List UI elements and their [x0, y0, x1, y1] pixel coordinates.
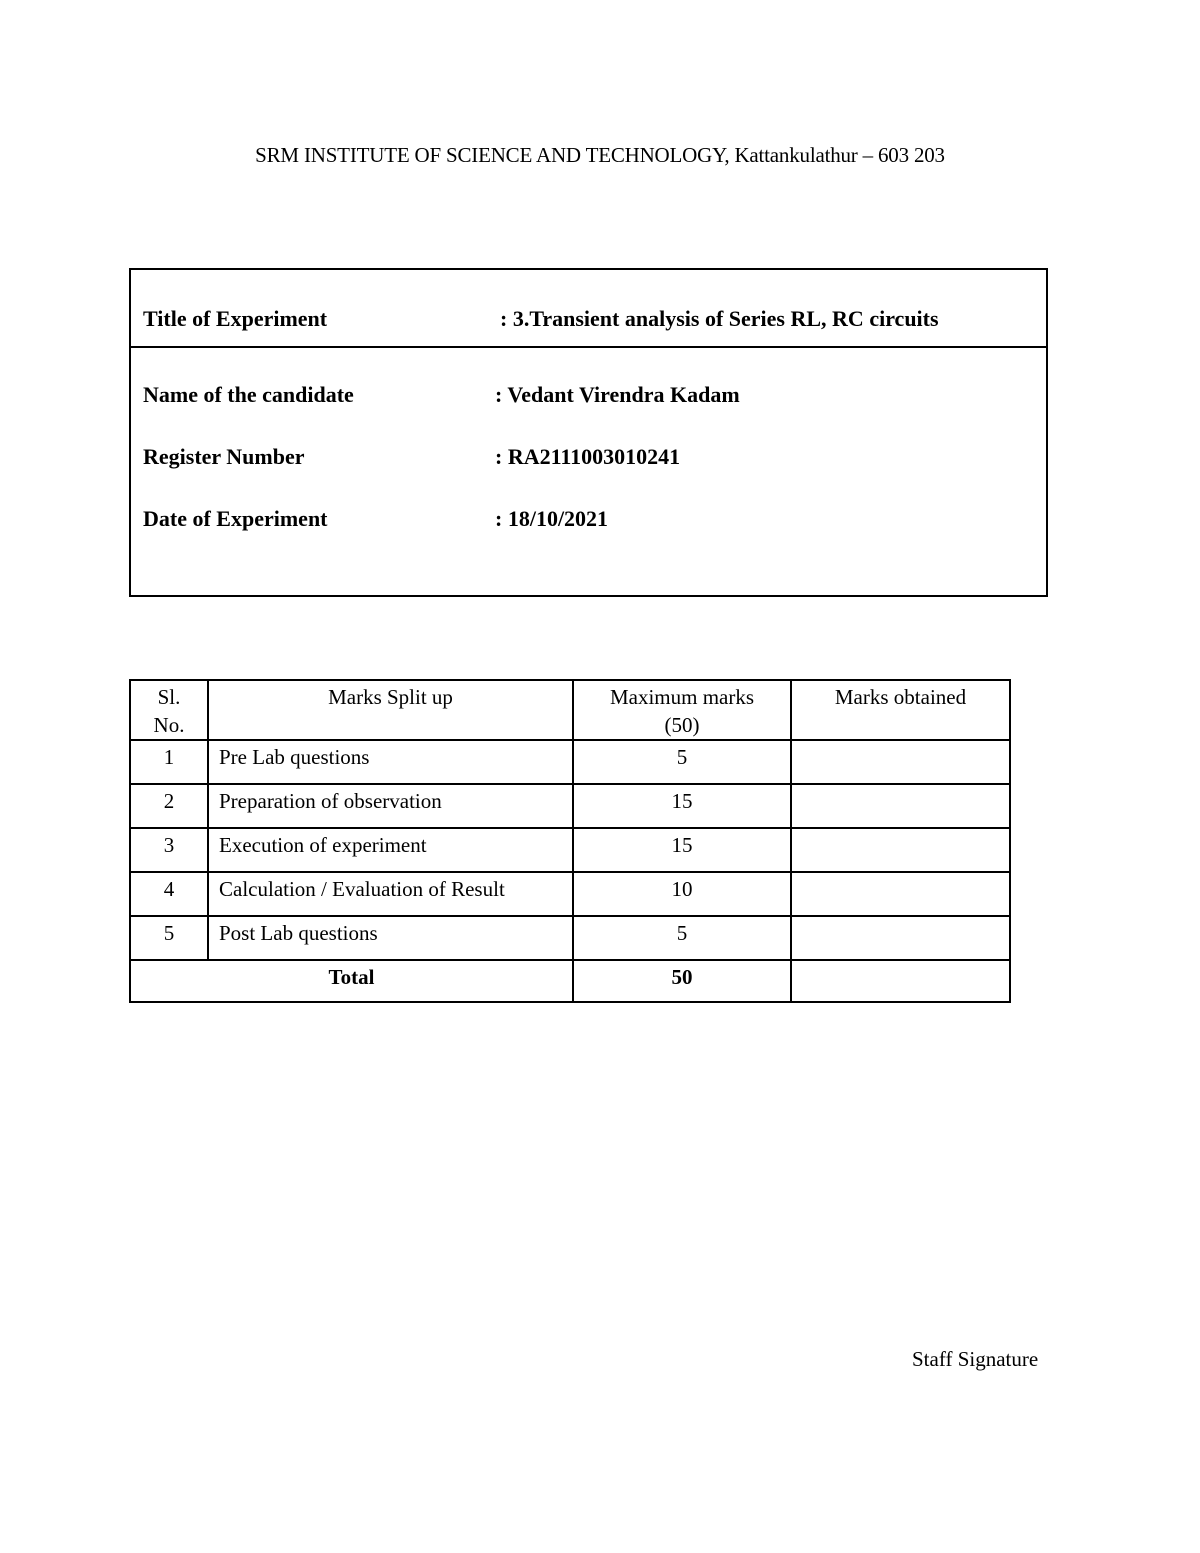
row-max: 5 [573, 916, 791, 960]
header-max-marks [573, 680, 791, 740]
table-row [130, 828, 1010, 872]
header-marks-split: Marks Split up [208, 680, 573, 740]
table-row [130, 740, 1010, 784]
header-sl-line1: Sl. [157, 685, 181, 709]
register-value: : RA2111003010241 [495, 444, 681, 469]
header-max-line1: Maximum marks [609, 685, 755, 709]
date-label: Date of Experiment [143, 506, 328, 531]
row-obtained [791, 872, 1010, 916]
row-max: 15 [573, 828, 791, 872]
total-obtained [791, 960, 1010, 1002]
total-label: Total [130, 960, 573, 1002]
row-obtained [791, 828, 1010, 872]
row-sl: 2 [130, 784, 208, 828]
table-row [130, 872, 1010, 916]
date-value: : 18/10/2021 [495, 506, 609, 531]
row-sl: 3 [130, 828, 208, 872]
experiment-info-box [129, 268, 1048, 597]
row-sl: 1 [130, 740, 208, 784]
title-label: Title of Experiment [143, 306, 328, 331]
row-sl: 5 [130, 916, 208, 960]
row-item: Post Lab questions [208, 916, 573, 960]
table-row [130, 784, 1010, 828]
row-max: 10 [573, 872, 791, 916]
row-item: Preparation of observation [208, 784, 573, 828]
header-sl-no [130, 680, 208, 740]
row-sl: 4 [130, 872, 208, 916]
header-marks-obtained: Marks obtained [791, 680, 1010, 740]
row-obtained [791, 740, 1010, 784]
staff-signature-label: Staff Signature [912, 1347, 1039, 1371]
total-max: 50 [573, 960, 791, 1002]
candidate-value: : Vedant Virendra Kadam [495, 382, 740, 407]
header-sl-line2: No. [153, 713, 185, 737]
candidate-label: Name of the candidate [143, 382, 354, 407]
total-row [130, 960, 1010, 1002]
institution-header: SRM INSTITUTE OF SCIENCE AND TECHNOLOGY, Kattankulathur – 603 203 [255, 143, 945, 167]
row-obtained [791, 784, 1010, 828]
marks-table-header [130, 680, 1010, 740]
row-item: Pre Lab questions [208, 740, 573, 784]
marks-table [129, 679, 1011, 1003]
row-item: Calculation / Evaluation of Result [208, 872, 573, 916]
row-max: 15 [573, 784, 791, 828]
row-item: Execution of experiment [208, 828, 573, 872]
table-row [130, 916, 1010, 960]
title-value: : 3.Transient analysis of Series RL, RC circuits [500, 306, 939, 331]
row-max: 5 [573, 740, 791, 784]
register-label: Register Number [143, 444, 305, 469]
header-max-line2: (50) [664, 713, 700, 737]
row-obtained [791, 916, 1010, 960]
experiment-title-row [131, 270, 1046, 348]
